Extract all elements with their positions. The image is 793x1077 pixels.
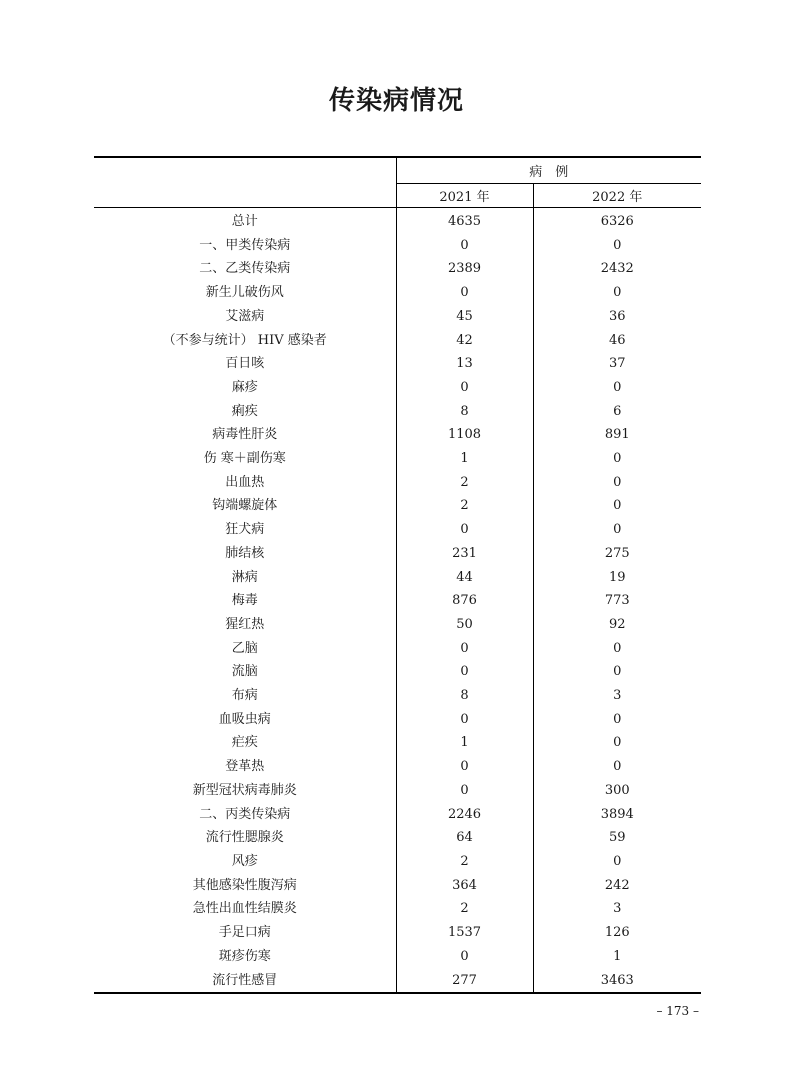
cases-2021-cell: 8 <box>396 400 533 424</box>
cases-2021-cell: 2 <box>396 494 533 518</box>
cases-2022-cell: 0 <box>533 731 701 755</box>
cases-2021-cell: 2 <box>396 471 533 495</box>
disease-name-cell: 流脑 <box>231 664 258 680</box>
cases-2022-cell: 0 <box>533 708 701 732</box>
cases-2021-cell: 0 <box>396 376 533 400</box>
cases-2022-cell: 6 <box>533 400 701 424</box>
disease-name-cell: 血吸虫病 <box>218 711 271 727</box>
disease-name-cell: 布病 <box>231 688 258 704</box>
disease-name-cell: 伤 寒＋副伤寒 <box>203 451 286 467</box>
cases-2022-cell: 3 <box>533 684 701 708</box>
cases-2021-cell: 2 <box>396 850 533 874</box>
table-row <box>94 660 701 684</box>
cases-2021-cell: 2 <box>396 897 533 921</box>
table-row <box>94 589 701 613</box>
cases-2021-cell: 364 <box>396 874 533 898</box>
disease-name-cell: 淋病 <box>231 569 258 585</box>
table-row <box>94 542 701 566</box>
disease-name-cell: 乙脑 <box>231 640 258 656</box>
disease-name-cell: 总计 <box>231 214 258 229</box>
disease-name-cell: 百日咳 <box>225 356 265 372</box>
cases-2021-cell: 4635 <box>396 208 533 234</box>
cases-2022-cell: 19 <box>533 566 701 590</box>
cases-2022-cell: 3894 <box>533 803 701 827</box>
year-2021-header: 2021 年 <box>396 184 533 208</box>
table-row <box>94 566 701 590</box>
disease-name-cell: 猩红热 <box>225 616 265 632</box>
table-row <box>94 208 701 234</box>
cases-2021-cell: 0 <box>396 637 533 661</box>
disease-name-cell: 钩端螺旋体 <box>212 498 278 514</box>
cases-2021-cell: 876 <box>396 589 533 613</box>
table-row <box>94 779 701 803</box>
cases-2022-cell: 46 <box>533 329 701 353</box>
cases-2021-cell: 1108 <box>396 423 533 447</box>
table-row <box>94 708 701 732</box>
table-row <box>94 850 701 874</box>
table-row <box>94 803 701 827</box>
disease-name-cell: 狂犬病 <box>225 522 265 538</box>
disease-name-cell: 疟疾 <box>231 735 258 751</box>
page-number: – 173 – <box>656 1004 699 1018</box>
cases-2022-cell: 37 <box>533 352 701 376</box>
cases-2021-cell: 1 <box>396 731 533 755</box>
table-row <box>94 874 701 898</box>
disease-name-cell: 肺结核 <box>225 545 265 561</box>
disease-name-cell: 二、乙类传染病 <box>199 261 291 277</box>
table-row <box>94 376 701 400</box>
cases-2021-cell: 0 <box>396 755 533 779</box>
table-row <box>94 494 701 518</box>
disease-name-cell: 流行性腮腺炎 <box>205 830 284 846</box>
disease-name-cell: 风疹 <box>231 853 258 869</box>
table-row <box>94 755 701 779</box>
disease-name-cell: 艾滋病 <box>225 308 265 324</box>
disease-name-cell: （不参与统计） HIV 感染者 <box>162 332 327 348</box>
cases-2021-cell: 42 <box>396 329 533 353</box>
disease-name-cell: 流行性感冒 <box>94 969 396 994</box>
cases-2021-cell: 231 <box>396 542 533 566</box>
table-row <box>94 826 701 850</box>
disease-cases-table <box>94 156 701 994</box>
table-row <box>94 234 701 258</box>
cases-2021-cell: 45 <box>396 305 533 329</box>
stub-header <box>94 157 396 208</box>
cases-2022-cell: 59 <box>533 826 701 850</box>
cases-2022-cell: 275 <box>533 542 701 566</box>
cases-group-header: 病 例 <box>396 157 701 184</box>
table-row <box>94 281 701 305</box>
cases-2021-cell: 13 <box>396 352 533 376</box>
cases-2022-cell: 0 <box>533 376 701 400</box>
disease-name-cell: 痢疾 <box>231 403 258 419</box>
cases-2022-cell: 0 <box>533 518 701 542</box>
disease-name-cell: 新生儿破伤风 <box>205 285 284 301</box>
cases-2022-cell: 3 <box>533 897 701 921</box>
cases-2021-cell: 277 <box>396 969 533 994</box>
cases-2022-cell: 2432 <box>533 257 701 281</box>
cases-2021-cell: 50 <box>396 613 533 637</box>
cases-2022-cell: 242 <box>533 874 701 898</box>
disease-name-cell: 斑疹伤寒 <box>218 948 271 964</box>
cases-2022-cell: 36 <box>533 305 701 329</box>
table-row <box>94 921 701 945</box>
cases-2022-cell: 3463 <box>533 969 701 994</box>
cases-2022-cell: 0 <box>533 850 701 874</box>
cases-2021-cell: 1 <box>396 447 533 471</box>
cases-2021-cell: 0 <box>396 518 533 542</box>
cases-2022-cell: 0 <box>533 471 701 495</box>
cases-2021-cell: 0 <box>396 234 533 258</box>
cases-2022-cell: 92 <box>533 613 701 637</box>
disease-name-cell: 麻疹 <box>231 379 258 395</box>
page-title: 传染病情况 <box>328 86 464 116</box>
cases-2021-cell: 0 <box>396 779 533 803</box>
table-row <box>94 329 701 353</box>
cases-2021-cell: 2389 <box>396 257 533 281</box>
cases-2022-cell: 0 <box>533 234 701 258</box>
table-row <box>94 423 701 447</box>
cases-2022-cell: 300 <box>533 779 701 803</box>
cases-2021-cell: 8 <box>396 684 533 708</box>
cases-2021-cell: 0 <box>396 281 533 305</box>
table-row <box>94 352 701 376</box>
cases-2021-cell: 44 <box>396 566 533 590</box>
table-row <box>94 613 701 637</box>
cases-2022-cell: 0 <box>533 281 701 305</box>
disease-name-cell: 新型冠状病毒肺炎 <box>192 782 297 798</box>
table-body <box>94 208 701 994</box>
table-row <box>94 684 701 708</box>
table-row <box>94 731 701 755</box>
disease-name-cell: 其他感染性腹泻病 <box>192 877 297 893</box>
cases-2022-cell: 0 <box>533 447 701 471</box>
disease-name-cell: 梅毒 <box>231 593 258 609</box>
disease-name-cell: 手足口病 <box>218 925 271 941</box>
disease-name-cell: 出血热 <box>225 474 265 490</box>
cases-2021-cell: 0 <box>396 945 533 969</box>
cases-2021-cell: 64 <box>396 826 533 850</box>
table-row <box>94 897 701 921</box>
cases-2022-cell: 6326 <box>533 208 701 234</box>
table-row <box>94 637 701 661</box>
disease-name-cell: 急性出血性结膜炎 <box>192 901 297 917</box>
cases-2022-cell: 773 <box>533 589 701 613</box>
cases-2021-cell: 0 <box>396 660 533 684</box>
disease-name-cell: 一、甲类传染病 <box>199 237 291 253</box>
table-row <box>94 471 701 495</box>
table-row <box>94 447 701 471</box>
cases-2022-cell: 126 <box>533 921 701 945</box>
cases-2022-cell: 0 <box>533 660 701 684</box>
cases-2022-cell: 0 <box>533 494 701 518</box>
table-row <box>94 969 701 994</box>
cases-2021-cell: 0 <box>396 708 533 732</box>
disease-name-cell: 登革热 <box>225 759 265 775</box>
table-row <box>94 257 701 281</box>
cases-2021-cell: 1537 <box>396 921 533 945</box>
table-row <box>94 400 701 424</box>
disease-name-cell: 二、丙类传染病 <box>199 806 291 822</box>
table-row <box>94 945 701 969</box>
cases-2021-cell: 2246 <box>396 803 533 827</box>
cases-2022-cell: 891 <box>533 423 701 447</box>
cases-2022-cell: 1 <box>533 945 701 969</box>
disease-name-cell: 病毒性肝炎 <box>212 427 278 443</box>
cases-2022-cell: 0 <box>533 755 701 779</box>
cases-2022-cell: 0 <box>533 637 701 661</box>
table-row <box>94 305 701 329</box>
table-row <box>94 518 701 542</box>
year-2022-header: 2022 年 <box>533 184 701 208</box>
